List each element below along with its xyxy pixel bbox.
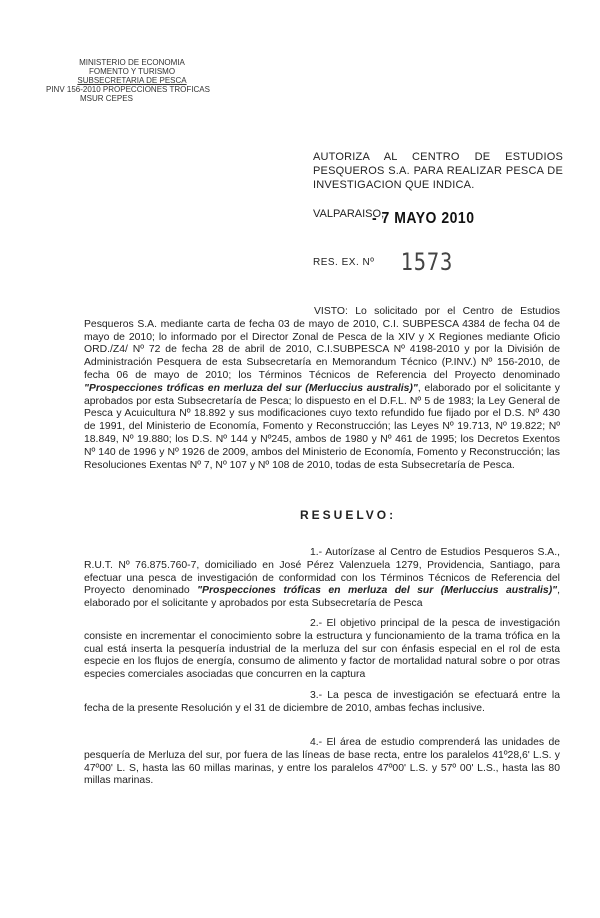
file-subreference: MSUR CEPES xyxy=(80,94,133,103)
visto-text-continued: , elaborado por el solicitante y aprobados por esta Subsecretaría de Pesca; lo dispuesto en el D.F.L. Nº 5 de 1983; la Ley General de Pesca y Acuicultura Nº 18.892 y sus modificaciones cuyo texto refundido fue fijado por el D.S. Nº 430 de 1991, del Ministerio de Economía, Fomento y Reconstrucción; las Leyes Nº 19.713, Nº 19.822; Nº 18.849, Nº 19.880; los D.S. Nº 144 y Nº245, ambos de 1980 y Nº 461 de 1995; los Decretos Exentos Nº 140 de 1996 y Nº 1926 de 2009, ambos del Ministerio de Economía, Fomento y Reconstrucción; las Resoluciones Exentas Nº 7, Nº 107 y Nº 108 de 2010, todas de esta Subsecretaría de Pesca. xyxy=(84,382,561,471)
visto-text: Lo solicitado por el Centro de Estudios Pesqueros S.A. mediante carta de fecha 03 de mayo de 2010, C.I. SUBPESCA 4384 de fecha 04 de mayo de 2010; lo informado por el Director Zonal de Pesca de la XIV y X Regiones mediante Oficio ORD./Z4/ Nº 72 de fecha 28 de abril de 2010, C.I.SUBPESCA Nº 4198-2010 y por la División de Administración Pesquera de esta Subsecretaría en Memorandum Técnico (P.INV.) Nº 156-2010, de fecha 06 de mayo de 2010; los Términos Técnicos de Referencia del Proyecto denominado xyxy=(84,306,561,381)
ministry-line: MINISTERIO DE ECONOMIA xyxy=(79,58,185,67)
place-label: VALPARAISO, xyxy=(313,208,385,220)
article-2 xyxy=(84,618,560,682)
ministry-subline: FOMENTO Y TURISMO xyxy=(88,67,176,76)
resolution-subject: AUTORIZA AL CENTRO DE ESTUDIOS PESQUEROS S.A. PARA REALIZAR PESCA DE INVESTIGACION QUE INDICA. xyxy=(313,151,563,191)
letterhead xyxy=(46,58,212,103)
project-title: "Prospecciones tróficas en merluza del sur (Merluccius australis)" xyxy=(84,382,418,394)
article-2-text: 2.- El objetivo principal de la pesca de investigación consiste en incrementar el conocimiento sobre la estructura y funcionamiento de la trama trófica en la cual está inserta la pesquería industrial de la merluza del sur con énfasis especial en el rol de esta especie en los flujos de energía, consumo de alimento y factor de mortalidad natural sobre o por otras especies comerciales asociadas que concurren en la captura xyxy=(84,618,560,681)
resolution-label: RES. EX. Nº xyxy=(313,257,375,268)
article-3 xyxy=(84,690,560,716)
article-4 xyxy=(84,737,560,788)
date-stamp: - 7 MAYO 2010 xyxy=(372,207,475,227)
subsecretaria-line: SUBSECRETARIA DE PESCA xyxy=(77,76,187,85)
article-1-project-title: "Prospecciones tróficas en merluza del sur (Merluccius australis)" xyxy=(197,585,558,597)
article-1-text: 1.- Autorízase al Centro de Estudios Pesqueros S.A., R.U.T. Nº 76.875.760-7, domiciliado en José Pérez Valenzuela 1279, Providencia, Santiago, para efectuar una pesca de investigación de conformidad con los Términos Técnicos de Referencia del Proyecto denominado xyxy=(84,547,560,597)
file-reference: PINV 156-2010 PROPECCIONES TROFICAS xyxy=(46,85,210,94)
article-4-text: 4.- El área de estudio comprenderá las unidades de pesquería de Merluza del sur, por fuera de las líneas de base recta, entre los paralelos 41º28,6' L.S. y 47º00' L. S, hasta las 60 millas marinas, y entre los paralelos 47º00' L.S. y 57º 00' L.S., hasta las 80 millas marinas. xyxy=(84,737,560,787)
resolution-number: 1573 xyxy=(400,248,454,276)
resuelvo-heading: RESUELVO: xyxy=(300,508,397,522)
article-1-text-continued: , elaborado por el solicitante y aprobados por esta Subsecretaría de Pesca xyxy=(84,585,560,610)
visto-lead: VISTO: xyxy=(314,306,348,317)
article-3-text: 3.- La pesca de investigación se efectuará entre la fecha de la presente Resolución y el 31 de diciembre de 2010, ambas fechas inclusive. xyxy=(84,690,560,714)
visto-paragraph xyxy=(84,306,560,472)
article-1 xyxy=(84,547,560,611)
